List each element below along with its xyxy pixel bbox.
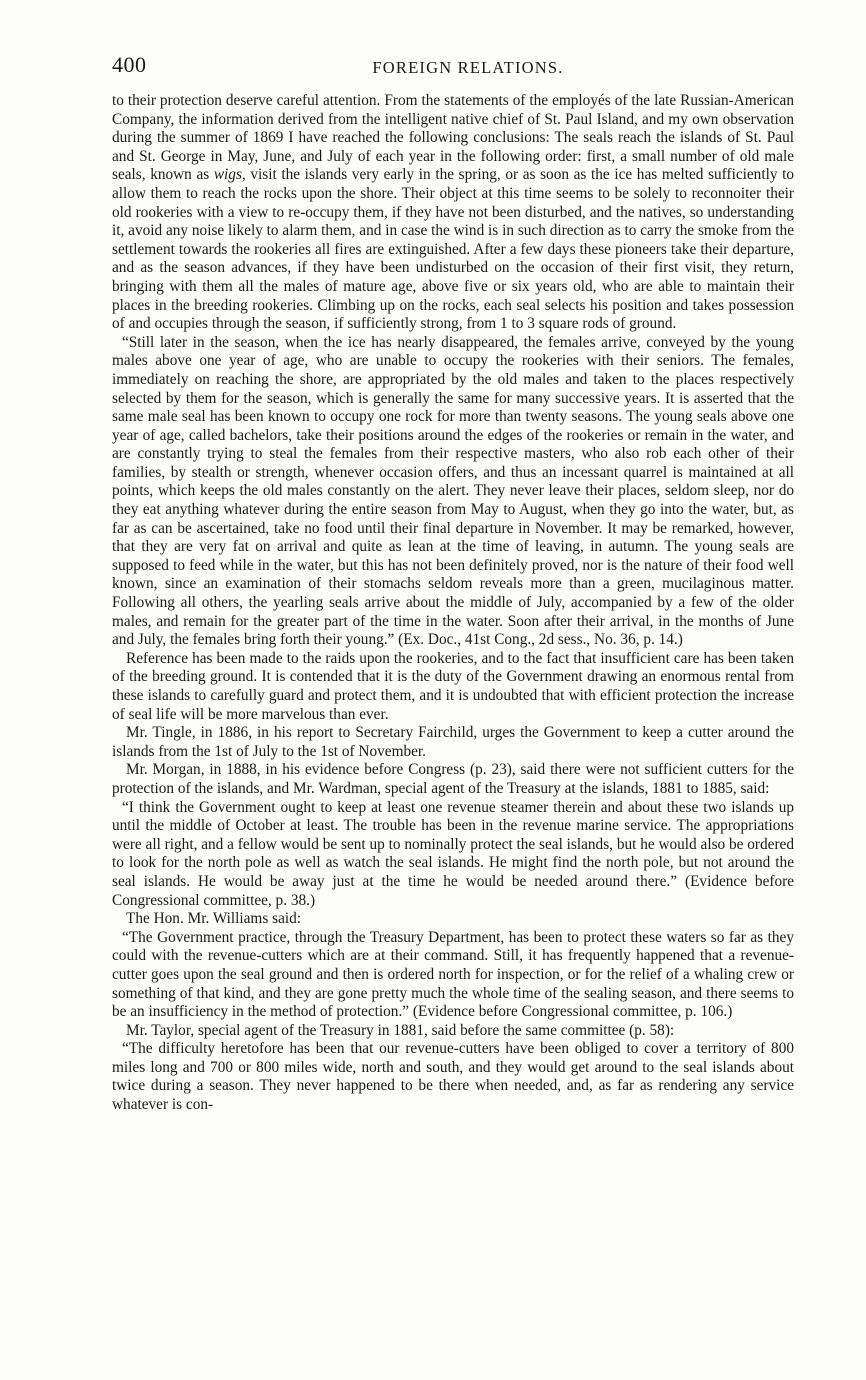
quote-paragraph: “Still later in the season, when the ice has nearly disappeared, the females arrive, conveyed by the young males above one year of age, who are unable to occupy the rookeries with their seniors. The females, immediately on reaching the shore, are appropriated by the old males and taken to the places respectively selected by them for the season, which is generally the same for many successive years. It is asserted that the same male seal has been known to occupy one rock for more than twenty seasons. The young seals above one year of age, called bachelors, take their positions around the edges of the rookeries or remain in the water, and are constantly trying to steal the females from their respective masters, who also rob each other of their families, by stealth or strength, whenever occasion offers, and thus an incessant quarrel is maintained at all points, which keeps the old males constantly on the alert. They never leave their places, seldom sleep, nor do they eat anything whatever during the entire season from May to August, when they go into the water, but, as far as can be ascertained, take no food until their final departure in November. It may be remarked, however, that they are very fat on arrival and quite as lean at the time of leaving, in autumn. The young seals are supposed to feed while in the water, but this has not been definitely proved, nor is the nature of their food well known, since an examination of their stomachs seldom reveals more than a green, mucilaginous matter. Following all others, the yearling seals arrive about the middle of July, accompanied by a few of the older males, and remain for the greater part of the time in the water. Soon after their arrival, in the months of June and July, the females bring forth their young.” (Ex. Doc., 41st Cong., 2d sess., No. 36, p. 14.) (112, 333, 794, 649)
paragraph: Mr. Taylor, special agent of the Treasury in 1881, said before the same committee (p. 58): (126, 1021, 675, 1039)
quote-paragraph: “The difficulty heretofore has been that our revenue-cutters have been obliged to cover a territory of 800 miles long and 700 or 800 miles wide, north and south, and they would get around to the seal islands about twice during a season. They never happened to be there when needed, and, as far as rendering any service whatever is con- (112, 1040, 794, 1114)
page-number: 400 (112, 52, 147, 77)
body-text (112, 92, 794, 1115)
page-header (112, 52, 794, 92)
paragraph: Mr. Tingle, in 1886, in his report to Secretary Fairchild, urges the Government to keep a cutter around the islands from the 1st of July to the 1st of November. (112, 724, 794, 760)
document-page (112, 52, 794, 1115)
running-title: FOREIGN RELATIONS. (372, 58, 564, 77)
quote-paragraph: “I think the Government ought to keep at least one revenue steamer therein and about these two islands up until the middle of October at least. The trouble has been in the revenue marine service. The appropriations were all right, and a fellow would be sent up to nominally protect the seal islands, but he would also be ordered to look for the north pole as well as watch the seal islands. He might find the north pole, but not around the seal islands. He would be away just at the time he would be needed around there.” (Evidence before Congressional committee, p. 38.) (112, 798, 794, 909)
italic-term: wigs (213, 166, 242, 184)
paragraph-continued: to their protection deserve careful attention. From the statements of the employés of the late Russian-American Company, the information derived from the intelligent native chief of St. Paul Island, and my own observation during the summer of 1869 I have reached the following conclusions: The seals reach the islands of St. Paul and St. George in May, June, and July of each year in the following order: first, a small number of old male seals, known as wigs, visit the islands very early in the spring, or as soon as the ice has melted sufficiently to allow them to reach the rocks upon the shore. Their object at this time seems to be solely to reconnoiter their old rookeries with a view to re-occupy them, if they have not been disturbed, and the natives, so understanding it, avoid any noise likely to alarm them, and in case the wind is in such direction as to carry the smoke from the settlement towards the rookeries all fires are extinguished. After a few days these pioneers take their departure, and as the season advances, if they have been undisturbed on the occasion of their first visit, they return, bringing with them all the males of mature age, above five or six years old, who are able to maintain their places in the breeding rookeries. Climbing up on the rocks, each seal selects his position and takes possession of and occupies through the season, if sufficiently strong, from 1 to 3 square rods of ground. (112, 92, 794, 333)
paragraph: Mr. Morgan, in 1888, in his evidence before Congress (p. 23), said there were not sufficient cutters for the protection of the islands, and Mr. Wardman, special agent of the Treasury at the islands, 1881 to 1885, said: (112, 761, 794, 797)
paragraph: The Hon. Mr. Williams said: (126, 910, 302, 928)
paragraph: Reference has been made to the raids upon the rookeries, and to the fact that insufficient care has been taken of the breeding ground. It is contended that it is the duty of the Government drawing an enormous rental from these islands to carefully guard and protect them, and it is undoubted that with efficient protection the increase of seal life will be more marvelous than ever. (112, 649, 794, 723)
quote-paragraph: “The Government practice, through the Treasury Department, has been to protect these waters so far as they could with the revenue-cutters which are at their command. Still, it has frequently happened that a revenue-cutter goes upon the seal ground and then is ordered north for inspection, or for the relief of a whaling crew or something of that kind, and they are gone pretty much the whole time of the sealing season, and there seems to be an insufficiency in the method of protection.” (Evidence before Congressional committee, p. 106.) (112, 928, 794, 1021)
